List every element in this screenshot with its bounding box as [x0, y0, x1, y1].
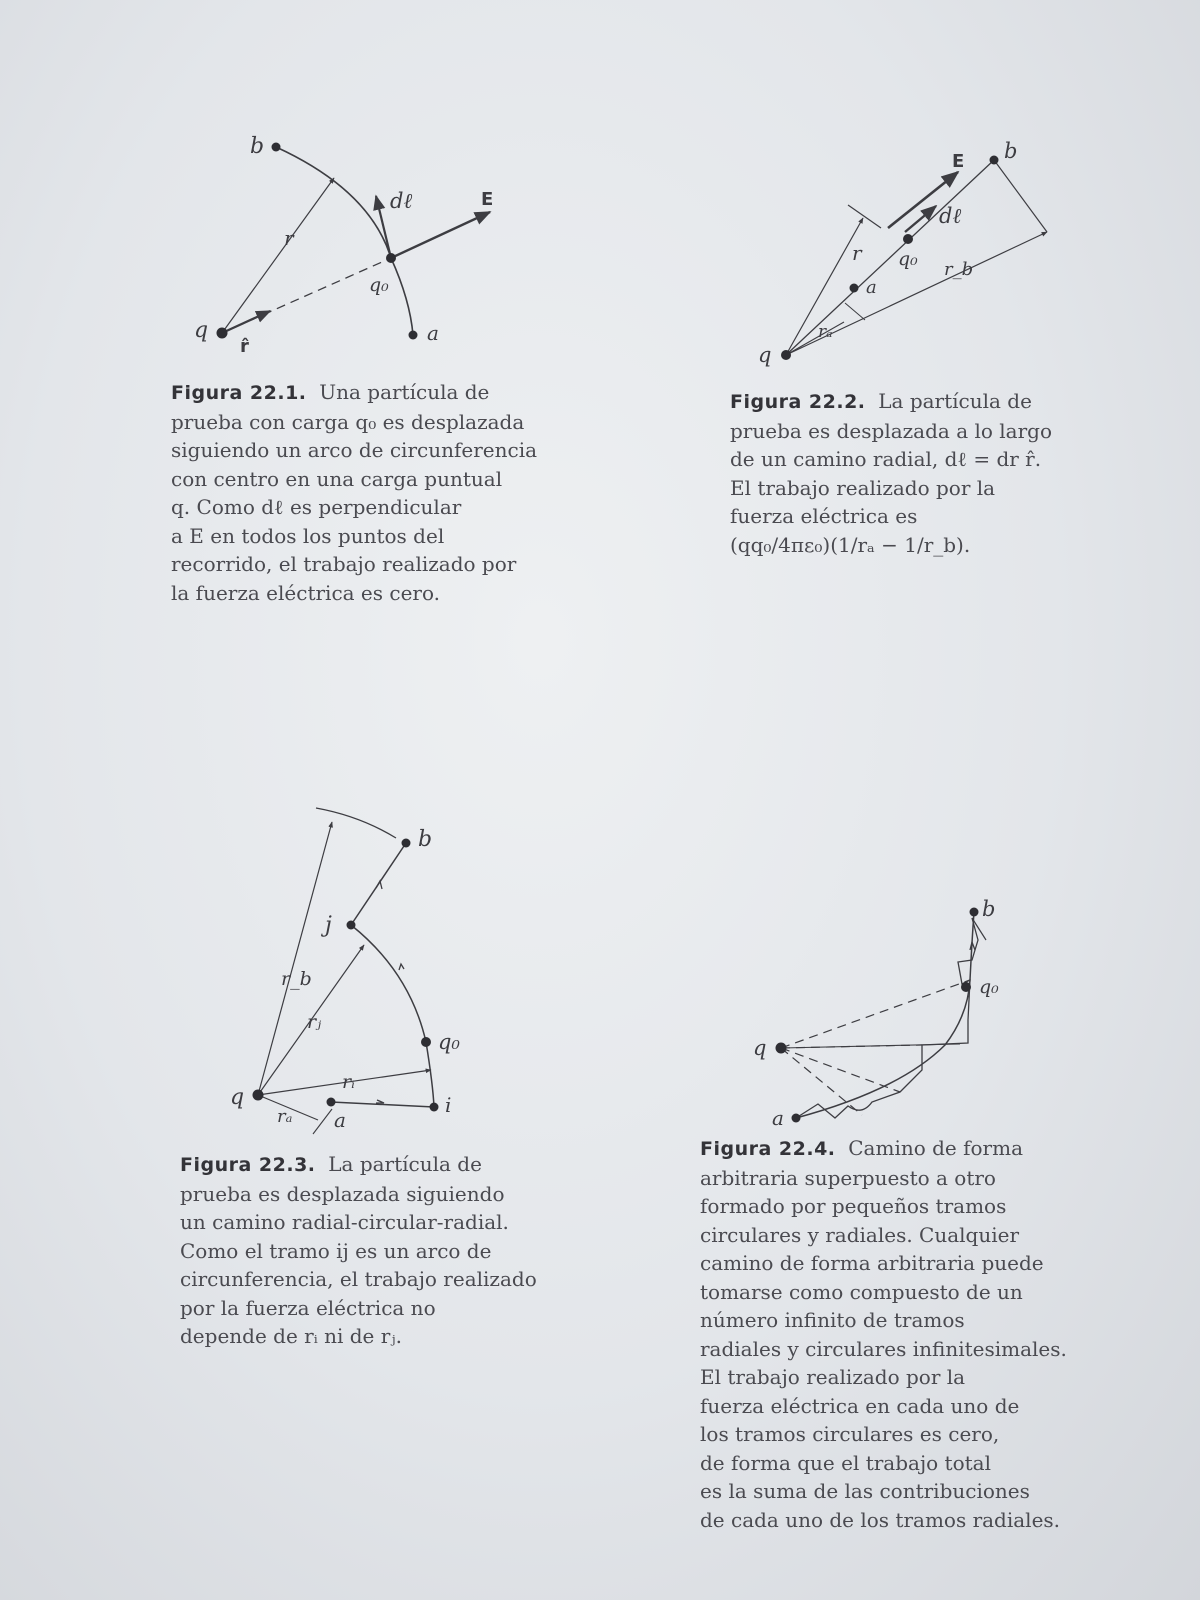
caption-line: radiales y circulares infinitesimales. [700, 1336, 1067, 1361]
caption-text: Camino de forma [848, 1136, 1024, 1160]
label-dl: dℓ [390, 189, 413, 213]
caption-line: es la suma de las contribuciones [700, 1479, 1030, 1503]
caption-line: arbitraria superpuesto a otro [700, 1165, 996, 1190]
caption-text: La partícula de [328, 1152, 482, 1176]
label-r: r [284, 226, 294, 250]
label-rhat: r̂ [240, 336, 249, 357]
label-ra: rₐ [277, 1106, 293, 1127]
caption-label: Figura 22.1. [171, 382, 307, 404]
point-a [327, 1098, 336, 1107]
point-q0 [903, 234, 913, 244]
label-E: E [952, 151, 965, 172]
label-r: r [852, 241, 862, 265]
caption-22-4 [700, 1134, 1067, 1534]
label-a: a [334, 1108, 346, 1132]
figure-22-1 [0, 0, 600, 380]
label-b: b [1004, 139, 1018, 163]
figure-22-2 [600, 0, 1200, 380]
point-a [792, 1114, 801, 1123]
caption-line: Como el tramo ij es un arco de [180, 1238, 492, 1263]
caption-line [171, 378, 537, 408]
displacement-vector [376, 196, 391, 258]
caption-line [180, 1150, 537, 1180]
label-j: j [325, 913, 332, 938]
caption-line: la fuerza eléctrica es cero. [171, 580, 441, 605]
label-ra: rₐ [818, 322, 833, 342]
label-a: a [866, 277, 877, 298]
label-rb: r_b [281, 968, 312, 990]
caption-line: de cada uno de los tramos radiales. [700, 1507, 1061, 1532]
caption-line: prueba es desplazada siguiendo [180, 1181, 505, 1206]
figure-22-4-diagram [600, 880, 1200, 1140]
caption-line: fuerza eléctrica es [730, 504, 918, 528]
caption-line: El trabajo realizado por la [730, 475, 996, 500]
caption-text: Una partícula de [319, 380, 490, 404]
caption-line: con centro en una carga puntual [171, 466, 503, 491]
point-a [850, 284, 859, 293]
circular-arc-path [276, 147, 413, 335]
label-q0: q₀ [438, 1030, 460, 1054]
point-b [990, 156, 999, 165]
label-rb: r_b [944, 259, 974, 280]
label-b: b [982, 897, 996, 921]
point-j [347, 921, 356, 930]
caption-line: de un camino radial, dℓ = dr r̂. [730, 447, 1042, 471]
figure-22-4 [600, 880, 1200, 1140]
caption-line: a E en todos los puntos del [171, 523, 445, 548]
label-i: i [445, 1093, 452, 1117]
point-q [776, 1043, 787, 1054]
point-q [781, 350, 791, 360]
caption-line: número infinito de tramos [700, 1308, 965, 1332]
point-q0 [386, 253, 396, 263]
radius-line [222, 178, 334, 333]
label-a: a [427, 321, 439, 345]
point-b [970, 908, 979, 917]
caption-line: depende de rᵢ ni de rⱼ. [180, 1324, 402, 1348]
caption-22-2 [730, 387, 1052, 559]
unit-vector-arrow [222, 311, 270, 333]
caption-line [700, 1134, 1067, 1164]
point-b [272, 143, 281, 152]
caption-line: camino de forma arbitraria puede [700, 1251, 1044, 1275]
caption-line: circulares y radiales. Cualquier [700, 1222, 1020, 1247]
label-E: E [481, 189, 494, 210]
point-q0 [961, 982, 971, 992]
point-i [430, 1103, 439, 1112]
caption-22-1 [171, 378, 537, 607]
caption-line: (qq₀/4πε₀)(1/rₐ − 1/r_b). [730, 532, 971, 557]
caption-line: recorrido, el trabajo realizado por [171, 552, 517, 576]
label-q0: q₀ [898, 248, 918, 270]
caption-line: un camino radial-circular-radial. [180, 1210, 509, 1234]
caption-line: prueba con carga q₀ es desplazada [171, 409, 525, 434]
caption-label: Figura 22.3. [180, 1154, 316, 1176]
caption-line: siguiendo un arco de circunferencia [171, 438, 538, 462]
label-dl: dℓ [939, 204, 962, 228]
label-b: b [250, 134, 265, 159]
label-b: b [418, 827, 433, 852]
caption-line: los tramos circulares es cero, [700, 1422, 1000, 1446]
point-q [217, 328, 228, 339]
label-a: a [772, 1106, 784, 1130]
caption-line: fuerza eléctrica en cada uno de [700, 1393, 1020, 1418]
caption-text: La partícula de [878, 389, 1032, 413]
caption-line: de forma que el trabajo total [700, 1450, 991, 1475]
label-q: q [230, 1085, 245, 1110]
label-rj: rⱼ [307, 1011, 322, 1033]
caption-line: formado por pequeños tramos [700, 1194, 1007, 1218]
caption-line: circunferencia, el trabajo realizado [180, 1267, 537, 1291]
caption-label: Figura 22.2. [730, 391, 866, 413]
field-vector [391, 212, 490, 258]
label-q0: q₀ [979, 976, 999, 998]
caption-line: prueba es desplazada a lo largo [730, 418, 1052, 443]
figure-22-3-diagram [0, 800, 600, 1140]
caption-label: Figura 22.4. [700, 1138, 836, 1160]
caption-line: q. Como dℓ es perpendicular [171, 495, 462, 519]
figure-22-3 [0, 800, 600, 1140]
label-q: q [194, 318, 209, 343]
point-q0 [421, 1037, 431, 1047]
point-a [409, 331, 418, 340]
caption-line: El trabajo realizado por la [700, 1365, 966, 1389]
point-b [402, 839, 411, 848]
figure-22-1-diagram [0, 0, 600, 380]
label-ri: rᵢ [342, 1071, 355, 1093]
caption-22-3 [180, 1150, 537, 1351]
caption-line: por la fuerza eléctrica no [180, 1295, 436, 1320]
caption-line [730, 387, 1052, 417]
caption-line: tomarse como compuesto de un [700, 1279, 1023, 1304]
label-q: q [758, 343, 772, 367]
figure-22-2-diagram [600, 0, 1200, 380]
label-q: q [753, 1036, 767, 1060]
point-q [253, 1090, 264, 1101]
label-q0: q₀ [369, 274, 389, 296]
